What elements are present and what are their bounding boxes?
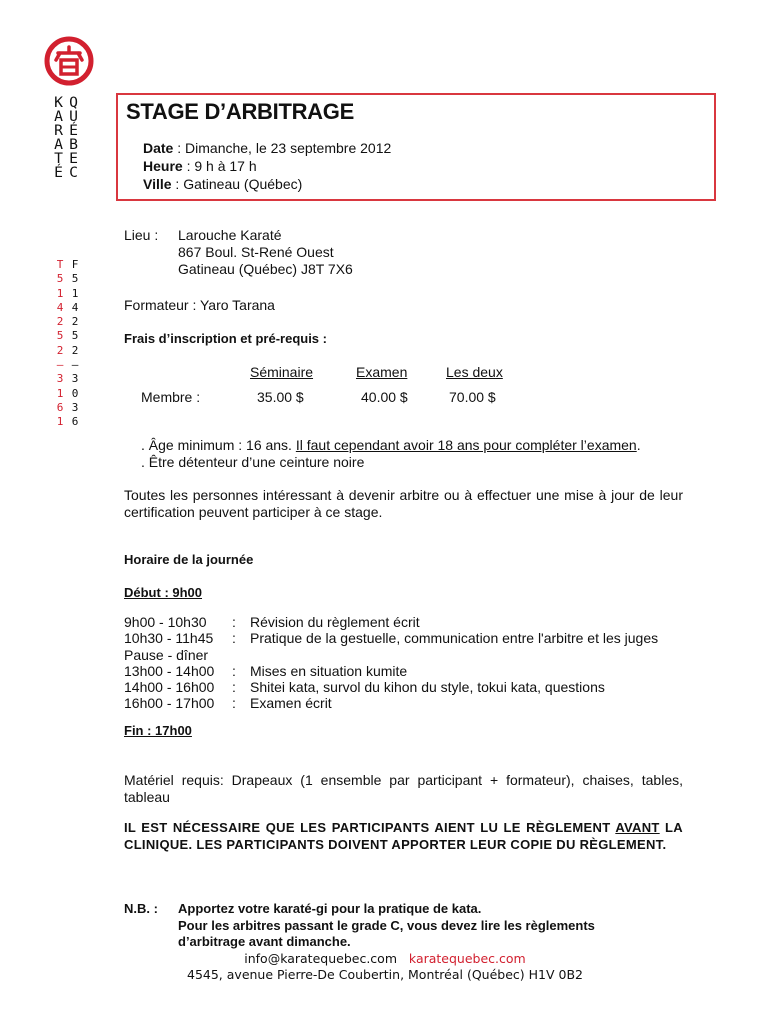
schedule-item: 16h00 - 17h00 : Examen écrit: [124, 695, 332, 712]
footer-email[interactable]: info@karatequebec.com: [244, 951, 397, 966]
side-row: 2 2: [56, 343, 79, 357]
schedule-item: 14h00 - 16h00 : Shitei kata, survol du kihon du style, tokui kata, questions: [124, 679, 605, 696]
brand-column-quebec: Q U É B E C: [69, 95, 78, 181]
side-row: — —: [56, 358, 79, 372]
schedule-item: 10h30 - 11h45 : Pratique de la gestuelle, communication entre l'arbitre et les juges: [124, 630, 659, 647]
side-row: 1 1: [56, 286, 79, 300]
fee-seminar-value: 35.00 $: [257, 389, 304, 405]
schedule-start: Début : 9h00: [124, 585, 203, 600]
fee-both-value: 70.00 $: [449, 389, 496, 405]
schedule-end: Fin : 17h00: [124, 723, 192, 738]
schedule-item: Pause - dîner: [124, 646, 209, 663]
schedule-heading: Horaire de la journée: [124, 552, 254, 567]
materials-required: Matériel requis: Drapeaux (1 ensemble par participant + formateur), chaises, tables, tableau: [124, 772, 683, 805]
event-date: Date : Dimanche, le 23 septembre 2012: [143, 140, 392, 156]
side-phone-fax-numbers: [56, 258, 79, 430]
page-title: STAGE D’ARBITRAGE: [126, 99, 354, 124]
side-row: 4 4: [56, 300, 79, 314]
nb-label: N.B. :: [124, 901, 158, 916]
event-info: [143, 139, 391, 193]
venue-address: Larouche Karaté 867 Boul. St-René Ouest Gatineau (Québec) J8T 7X6: [178, 227, 353, 277]
fees-heading: Frais d’inscription et pré-requis :: [124, 331, 327, 346]
footer-contact: [0, 951, 770, 966]
event-city: Ville : Gatineau (Québec): [143, 176, 303, 192]
side-row: 2 2: [56, 315, 79, 329]
intro-paragraph: Toutes les personnes intéressant à devenir arbitre ou à effectuer une mise à jour de leur certification peuvent participer à ce stage.: [124, 487, 683, 520]
event-time: Heure : 9 h à 17 h: [143, 158, 257, 174]
schedule-item: 13h00 - 14h00 : Mises en situation kumite: [124, 662, 408, 679]
vertical-brand-text: [52, 96, 80, 180]
event-title-box: [116, 93, 716, 201]
footer-website[interactable]: karatequebec.com: [408, 951, 526, 966]
fee-exam-value: 40.00 $: [361, 389, 408, 405]
side-row: 5 5: [56, 272, 79, 286]
fee-col-seminar: Séminaire: [250, 364, 314, 380]
side-row: T F: [56, 258, 79, 271]
footer-address: 4545, avenue Pierre-De Coubertin, Montréal (Québec) H1V 0B2: [187, 967, 583, 982]
trainer: Formateur : Yaro Tarana: [124, 297, 275, 313]
venue-label: Lieu :: [124, 227, 159, 243]
schedule-list: [124, 614, 658, 712]
important-notice: IL EST NÉCESSAIRE QUE LES PARTICIPANTS AIENT LU LE RÈGLEMENT AVANT LA CLINIQUE. LES PARTICIPANTS DOIVENT APPORTER LEUR COPIE DU RÈGLEMENT.: [124, 820, 683, 852]
side-row: 1 6: [56, 415, 79, 429]
brand-column-karate: K A R A T É: [54, 95, 63, 181]
requirement-belt: . Être détenteur d’une ceinture noire: [141, 454, 365, 470]
side-row: 1 0: [56, 386, 79, 400]
fee-col-both: Les deux: [446, 364, 503, 380]
schedule-item: 9h00 - 10h30 : Révision du règlement écrit: [124, 614, 420, 630]
side-row: 3 3: [56, 372, 79, 386]
fee-col-exam: Examen: [356, 364, 408, 380]
karate-quebec-emblem-icon: [44, 36, 94, 86]
nb-text: Apportez votre karaté-gi pour la pratique de kata. Pour les arbitres passant le grade C, vous devez lire les règlements d’arbitrage avant dimanche.: [178, 901, 595, 949]
side-row: 6 3: [56, 400, 79, 414]
side-row: 5 5: [56, 329, 79, 343]
fee-row-label: Membre :: [141, 389, 201, 405]
requirement-age: . Âge minimum : 16 ans. Il faut cependant avoir 18 ans pour compléter l’examen.: [141, 437, 641, 453]
